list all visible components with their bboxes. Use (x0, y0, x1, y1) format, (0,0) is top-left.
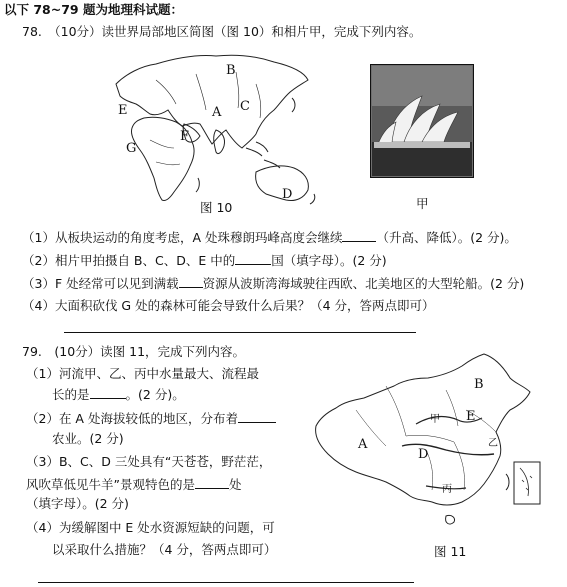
figure-10-caption: 图 10 (200, 200, 233, 215)
map10-label-G: G (126, 141, 137, 156)
answer-blank-1[interactable] (342, 229, 376, 242)
map11-label-yi: 乙 (488, 438, 498, 449)
q78-item-1-text: （1）从板块运动的角度考虑，A 处珠穆朗玛峰高度会继续 (22, 230, 343, 245)
map10-label-A: A (212, 105, 222, 120)
photo-jia (370, 64, 474, 178)
q78-item-2-suffix: 国（填字母）。(2 分) (271, 253, 387, 268)
q79-item-4-line2: 以采取什么措施？（4 分，答两点即可） (52, 542, 277, 557)
q78-item-3 (22, 275, 524, 292)
q78-item-4: （4）大面积砍伐 G 处的森林可能会导致什么后果？（4 分，答两点即可） (22, 298, 435, 313)
q79-intro: 79. (10分）读图 11，完成下列内容。 (22, 344, 246, 359)
figure-11-caption: 图 11 (434, 544, 467, 559)
map11-label-E: E (466, 409, 476, 424)
q78-item-3-suffix: 资源从波斯湾海域驶往西欧、北美地区的大型轮船。(2 分) (202, 276, 525, 291)
q79-item-4-line1: （4）为缓解图中 E 处水资源短缺的问题，可 (26, 520, 275, 535)
q78-item-1-suffix: （升高、降低）。(2 分)。 (376, 230, 517, 245)
world-map-figure-10 (96, 44, 322, 212)
q79-item-2-line2: 农业。(2 分) (52, 431, 124, 446)
q78-item-1 (22, 229, 517, 246)
q79-item-3-line3: （填字母）。(2 分) (26, 496, 129, 511)
map11-label-jia: 甲 (430, 414, 440, 425)
q79-item-2-text: （2）在 A 处海拔较低的地区，分布着 (26, 411, 238, 426)
map10-label-C: C (240, 99, 250, 114)
answer-blank-4[interactable] (90, 386, 126, 399)
q79-item-1-suffix: 。(2 分)。 (125, 387, 185, 402)
q79-item-1-prefix: 长的是 (52, 387, 90, 402)
q78-intro: 78. （10分）读世界局部地区简图（图 10）和相片甲，完成下列内容。 (22, 24, 422, 39)
answer-line-q79-4[interactable] (38, 582, 414, 583)
map10-label-E: E (118, 103, 128, 118)
map11-label-D: D (418, 447, 429, 462)
map11-label-A: A (358, 437, 368, 452)
q79-item-3-line2 (26, 476, 242, 493)
q78-item-2 (22, 252, 387, 269)
map11-label-B: B (474, 377, 484, 392)
q79-item-3-line1: （3）B、C、D 三处具有“天苍苍，野茫茫， (26, 454, 272, 469)
answer-blank-3[interactable] (179, 275, 203, 288)
answer-blank-6[interactable] (195, 476, 229, 489)
photo-caption: 甲 (416, 196, 429, 211)
map10-label-B: B (226, 63, 236, 78)
q78-item-2-text: （2）相片甲拍摄自 B、C、D、E 中的 (22, 253, 236, 268)
china-map-figure-11 (306, 350, 548, 536)
q79-item-2-line1 (26, 410, 276, 427)
q79-item-1-line2 (52, 386, 185, 403)
q79-item-1-line1: （1）河流甲、乙、丙中水量最大、流程最 (26, 366, 259, 381)
map11-label-bing: 丙 (442, 484, 452, 495)
section-header: 以下 78~79 题为地理科试题： (4, 2, 183, 17)
q79-item-3-suffix: 处 (228, 477, 242, 492)
map10-label-F: F (180, 129, 190, 144)
answer-blank-5[interactable] (238, 410, 276, 423)
answer-blank-2[interactable] (235, 252, 271, 265)
q79-item-3-prefix: 风吹草低见牛羊”景观特色的是 (26, 477, 195, 492)
answer-line-q78-4[interactable] (64, 332, 416, 333)
map10-label-D: D (282, 187, 293, 202)
q78-item-3-text: （3）F 处经常可以见到满载 (22, 276, 179, 291)
